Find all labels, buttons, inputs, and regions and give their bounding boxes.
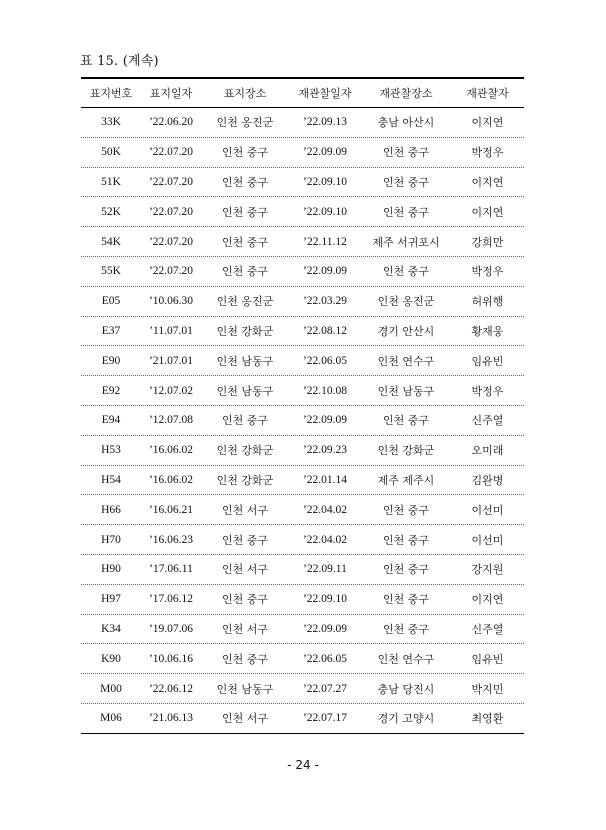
cell-resight-date: ’22.09.09 (302, 622, 348, 635)
cell-resight-date: ’22.09.11 (303, 563, 347, 576)
cell-band-date: ’19.07.06 (148, 622, 194, 635)
cell-band-date: ’22.07.20 (148, 175, 194, 188)
cell-band-number: H54 (101, 473, 121, 486)
cell-resight-date: ’22.08.12 (302, 324, 348, 337)
cell-resight-location: 인천 중구 (382, 622, 429, 636)
cell-band-location: 인천 중구 (221, 652, 268, 666)
cell-observer: 이지연 (471, 175, 504, 189)
table-row (81, 167, 524, 197)
cell-band-date: ’22.06.12 (148, 682, 194, 695)
cell-band-date: ’22.07.20 (148, 205, 194, 218)
cell-resight-date: ’22.09.09 (302, 414, 348, 427)
cell-band-date: ’12.07.08 (148, 414, 194, 427)
cell-band-date: ’22.07.20 (148, 235, 194, 248)
cell-observer: 김완병 (471, 473, 504, 487)
cell-band-date: ’17.06.11 (149, 563, 193, 576)
cell-band-number: 52K (101, 205, 121, 218)
cell-band-location: 인천 중구 (221, 593, 268, 607)
cell-observer: 이선미 (471, 503, 504, 517)
cell-band-location: 인천 중구 (221, 414, 268, 428)
cell-observer: 신주열 (471, 414, 504, 428)
cell-resight-date: ’22.09.10 (302, 205, 348, 218)
cell-band-location: 인천 중구 (221, 205, 268, 219)
table-row (81, 375, 524, 405)
cell-band-date: ’16.06.23 (148, 533, 194, 546)
cell-observer: 강지원 (471, 563, 504, 577)
header-resight-location: 재관찰장소 (379, 87, 433, 100)
header-observer: 재관찰자 (466, 87, 509, 100)
cell-observer: 이선미 (471, 533, 504, 547)
cell-resight-location: 인천 연수구 (377, 652, 435, 666)
table-caption: 표 15. (계속) (80, 54, 159, 69)
header-band-date: 표지일자 (149, 87, 193, 100)
cell-observer: 이지연 (471, 116, 504, 130)
cell-band-location: 인천 서구 (221, 622, 268, 636)
cell-resight-date: ’22.01.14 (302, 473, 348, 486)
cell-observer: 이지연 (471, 593, 504, 607)
cell-resight-location: 제주 제주시 (377, 473, 435, 487)
cell-band-location: 인천 서구 (221, 503, 268, 517)
table-row (81, 435, 524, 465)
cell-resight-location: 인천 중구 (382, 205, 429, 219)
cell-observer: 임유빈 (471, 354, 504, 368)
header-resight-date: 재관찰일자 (298, 87, 352, 100)
cell-band-number: E94 (101, 414, 121, 427)
cell-resight-location: 인천 옹진군 (377, 295, 435, 309)
table-row (81, 137, 524, 167)
cell-resight-location: 인천 중구 (382, 175, 429, 189)
cell-resight-location: 충남 당진시 (377, 682, 435, 696)
table-header-row (81, 79, 524, 108)
cell-band-number: H70 (101, 533, 121, 546)
data-table (81, 77, 524, 734)
cell-resight-location: 인천 중구 (382, 503, 429, 517)
cell-band-date: ’21.07.01 (148, 354, 194, 367)
cell-band-location: 인천 강화군 (216, 324, 274, 338)
cell-band-date: ’12.07.02 (148, 384, 194, 397)
cell-resight-date: ’22.09.09 (302, 265, 348, 278)
table-row (81, 673, 524, 703)
table-row (81, 108, 524, 137)
cell-resight-date: ’22.10.08 (302, 384, 348, 397)
cell-band-number: 54K (101, 235, 121, 248)
cell-resight-location: 인천 중구 (382, 593, 429, 607)
cell-resight-date: ’22.03.29 (302, 295, 348, 308)
cell-band-location: 인천 서구 (221, 563, 268, 577)
cell-band-date: ’22.06.20 (148, 116, 194, 129)
header-band-number: 표지번호 (89, 87, 133, 100)
table-row (81, 643, 524, 673)
table-row (81, 196, 524, 226)
cell-band-number: K34 (101, 622, 121, 635)
cell-resight-date: ’22.11.12 (303, 235, 347, 248)
cell-band-location: 인천 서구 (221, 712, 268, 726)
cell-resight-location: 인천 강화군 (377, 444, 435, 458)
cell-observer: 이지연 (471, 205, 504, 219)
cell-band-number: 33K (101, 116, 121, 129)
cell-band-number: K90 (101, 652, 121, 665)
cell-observer: 박정우 (471, 265, 504, 279)
table-row (81, 584, 524, 614)
cell-resight-location: 충남 아산시 (377, 116, 435, 130)
cell-band-number: E92 (101, 384, 121, 397)
cell-resight-date: ’22.09.09 (302, 146, 348, 159)
cell-band-date: ’22.07.20 (148, 265, 194, 278)
cell-band-location: 인천 남동구 (216, 354, 274, 368)
cell-band-number: 50K (101, 146, 121, 159)
cell-band-number: H66 (101, 503, 121, 516)
cell-resight-date: ’22.06.05 (302, 652, 348, 665)
cell-band-number: H97 (101, 593, 121, 606)
cell-observer: 최영환 (471, 712, 504, 726)
table-row (81, 614, 524, 644)
cell-band-date: ’16.06.02 (148, 444, 194, 457)
cell-observer: 신주열 (471, 622, 504, 636)
table-row (81, 345, 524, 375)
cell-band-location: 인천 옹진군 (216, 295, 274, 309)
cell-resight-date: ’22.07.17 (302, 712, 348, 725)
cell-band-number: H90 (101, 563, 121, 576)
table-row (81, 465, 524, 495)
cell-observer: 박정우 (471, 384, 504, 398)
cell-observer: 박정우 (471, 146, 504, 160)
cell-resight-location: 인천 연수구 (377, 354, 435, 368)
cell-resight-date: ’22.04.02 (302, 503, 348, 516)
cell-band-number: 55K (101, 265, 121, 278)
cell-band-date: ’16.06.02 (148, 473, 194, 486)
cell-band-number: H53 (101, 444, 121, 457)
cell-band-number: E05 (101, 295, 121, 308)
cell-resight-location: 인천 중구 (382, 533, 429, 547)
cell-band-location: 인천 남동구 (216, 384, 274, 398)
cell-observer: 박지민 (471, 682, 504, 696)
cell-resight-location: 경기 안산시 (377, 324, 435, 338)
table-body (81, 108, 524, 733)
cell-band-date: ’10.06.30 (148, 295, 194, 308)
cell-resight-date: ’22.09.10 (302, 593, 348, 606)
table-row (81, 316, 524, 346)
table-row (81, 524, 524, 554)
cell-resight-location: 인천 중구 (382, 414, 429, 428)
cell-resight-location: 제주 서귀포시 (372, 235, 440, 249)
cell-band-location: 인천 중구 (221, 533, 268, 547)
cell-observer: 황재웅 (471, 324, 504, 338)
cell-resight-date: ’22.04.02 (302, 533, 348, 546)
cell-observer: 임유빈 (471, 652, 504, 666)
cell-band-number: M06 (100, 712, 122, 725)
cell-band-location: 인천 옹진군 (216, 116, 274, 130)
page-number: - 24 - (287, 758, 319, 772)
cell-band-location: 인천 중구 (221, 146, 268, 160)
table-row (81, 554, 524, 584)
table-row (81, 256, 524, 286)
table-row (81, 703, 524, 733)
cell-band-location: 인천 중구 (221, 175, 268, 189)
cell-band-date: ’17.06.12 (148, 593, 194, 606)
cell-observer: 강희만 (471, 235, 504, 249)
cell-band-location: 인천 강화군 (216, 444, 274, 458)
cell-band-date: ’16.06.21 (148, 503, 194, 516)
cell-resight-location: 경기 고양시 (377, 712, 435, 726)
cell-band-date: ’10.06.16 (148, 652, 194, 665)
cell-resight-date: ’22.07.27 (302, 682, 348, 695)
cell-band-number: E90 (101, 354, 121, 367)
cell-resight-location: 인천 남동구 (377, 384, 435, 398)
cell-band-date: ’11.07.01 (149, 324, 193, 337)
table-row (81, 494, 524, 524)
cell-resight-date: ’22.09.13 (302, 116, 348, 129)
cell-band-location: 인천 남동구 (216, 682, 274, 696)
cell-resight-date: ’22.06.05 (302, 354, 348, 367)
cell-band-number: M00 (100, 682, 122, 695)
cell-band-date: ’22.07.20 (148, 146, 194, 159)
cell-resight-location: 인천 중구 (382, 146, 429, 160)
cell-band-number: 51K (101, 175, 121, 188)
table-row (81, 286, 524, 316)
header-band-location: 표지장소 (223, 87, 267, 100)
cell-band-location: 인천 중구 (221, 265, 268, 279)
table-row (81, 405, 524, 435)
cell-resight-date: ’22.09.23 (302, 444, 348, 457)
cell-resight-location: 인천 중구 (382, 563, 429, 577)
cell-band-date: ’21.06.13 (148, 712, 194, 725)
cell-observer: 허위행 (471, 295, 504, 309)
cell-band-number: E37 (101, 324, 121, 337)
cell-band-location: 인천 중구 (221, 235, 268, 249)
cell-resight-date: ’22.09.10 (302, 175, 348, 188)
cell-band-location: 인천 강화군 (216, 473, 274, 487)
cell-resight-location: 인천 중구 (382, 265, 429, 279)
cell-observer: 오미래 (471, 444, 504, 458)
table-row (81, 226, 524, 256)
